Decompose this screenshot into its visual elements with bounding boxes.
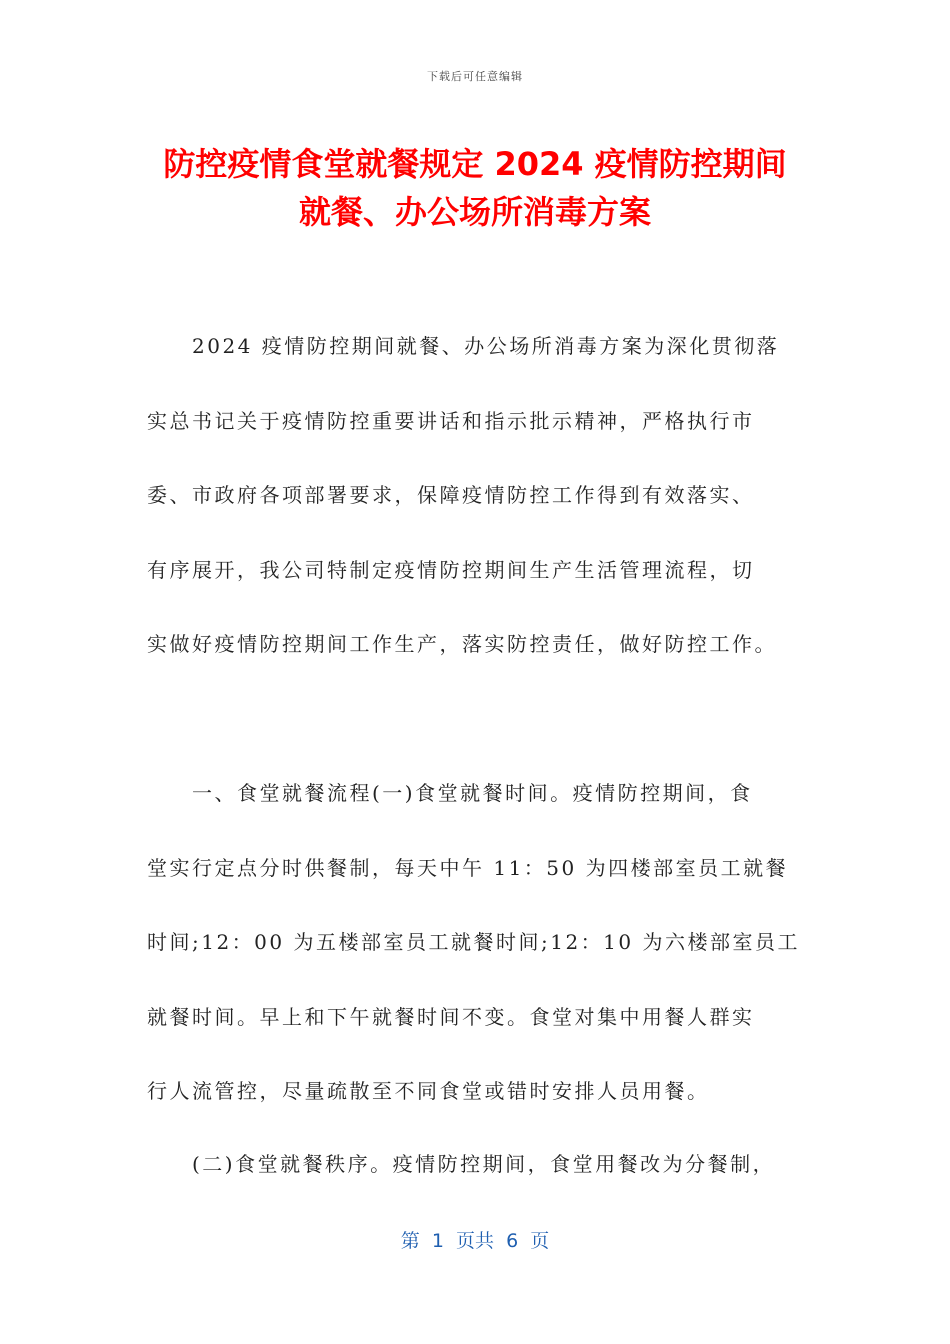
paragraph-dining-order xyxy=(147,1127,807,1202)
paragraph-line: 2024 疫情防控期间就餐、办公场所消毒方案为深化贯彻落 xyxy=(147,334,780,358)
paragraph-dining-process xyxy=(147,756,807,1129)
header-note: 下载后可任意编辑 xyxy=(427,70,523,83)
paragraph-line: (二)食堂就餐秩序。疫情防控期间，食堂用餐改为分餐制， xyxy=(147,1152,776,1176)
title-line-2: 就餐、办公场所消毒方案 xyxy=(298,193,651,231)
document-title xyxy=(60,140,890,236)
paragraph-line: 实做好疫情防控期间工作生产，落实防控责任，做好防控工作。 xyxy=(147,632,777,656)
title-line-1: 防控疫情食堂就餐规定 2024 疫情防控期间 xyxy=(163,145,787,183)
paragraph-intro xyxy=(147,309,807,682)
paragraph-line: 一、食堂就餐流程(一)食堂就餐时间。疫情防控期间，食 xyxy=(147,781,753,805)
paragraph-line: 就餐时间。早上和下午就餐时间不变。食堂对集中用餐人群实 xyxy=(147,1004,755,1029)
page-footer: 第 1 页共 6 页 xyxy=(400,1230,550,1252)
paragraph-line: 委、市政府各项部署要求，保障疫情防控工作得到有效落实、 xyxy=(147,483,755,507)
paragraph-line: 实总书记关于疫情防控重要讲话和指示批示精神，严格执行市 xyxy=(147,408,755,433)
paragraph-line: 堂实行定点分时供餐制，每天中午 11：50 为四楼部室员工就餐 xyxy=(147,855,789,880)
paragraph-line: 行人流管控，尽量疏散至不同食堂或错时安排人员用餐。 xyxy=(147,1079,710,1103)
paragraph-line: 时间;12：00 为五楼部室员工就餐时间;12：10 为六楼部室员工 xyxy=(147,930,800,954)
paragraph-line: 有序展开，我公司特制定疫情防控期间生产生活管理流程，切 xyxy=(147,557,755,582)
